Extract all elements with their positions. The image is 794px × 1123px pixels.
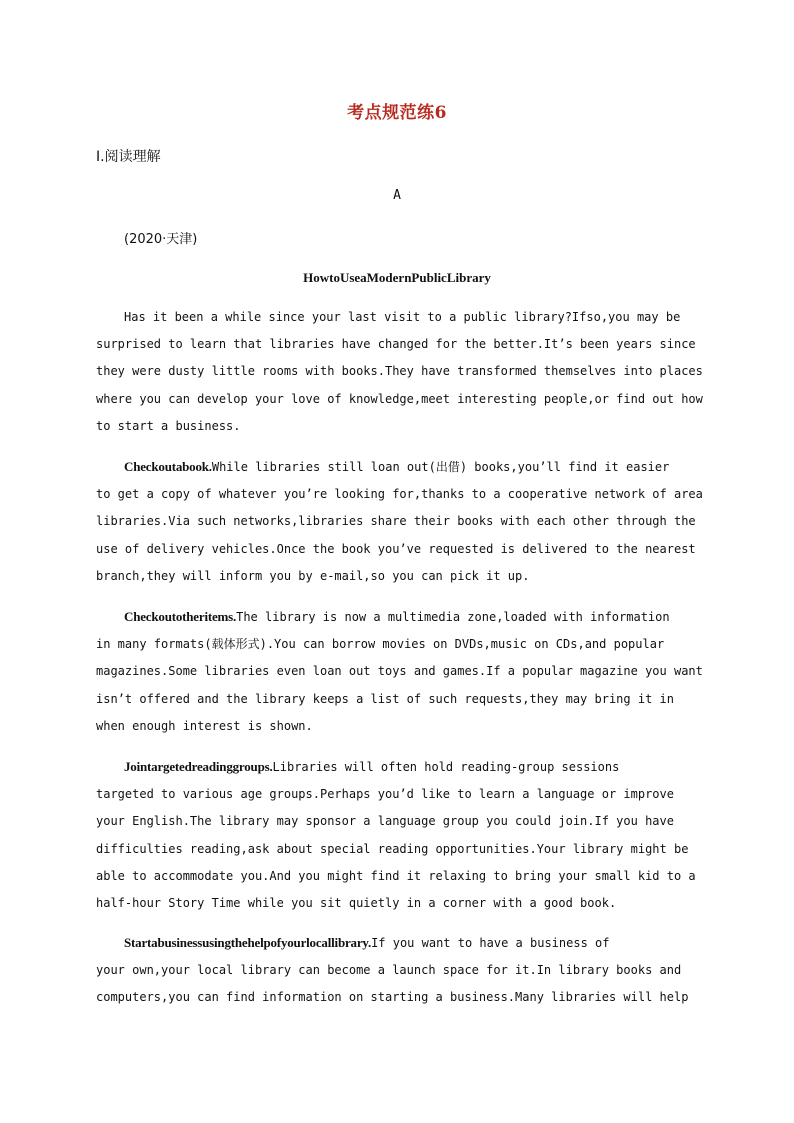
passage-source: (2020·天津)	[124, 232, 198, 247]
paragraph-line: magazines.Some libraries even loan out toys and games.If a popular magazine you want	[96, 664, 703, 679]
paragraph-line: where you can develop your love of knowledge,meet interesting people,or find out how	[96, 391, 703, 406]
paragraph-line: Has it been a while since your last visit to a public library?Ifso,you may be	[124, 310, 681, 324]
paragraph-line: While libraries still loan out(出借) books,you’ll find it easier	[211, 460, 670, 474]
passage-title: HowtoUseaModernPublicLibrary	[303, 270, 491, 285]
paragraph-line: isn’t offered and the library keeps a list of such requests,they may bring it in	[96, 691, 674, 706]
paragraph-line: in many formats(载体形式).You can borrow movies on DVDs,music on CDs,and popular	[96, 637, 665, 652]
paragraph-line: Libraries will often hold reading-group sessions	[272, 760, 620, 774]
paragraph-line: computers,you can find information on starting a business.Many libraries will help	[96, 990, 689, 1005]
paragraph-line: use of delivery vehicles.Once the book you’ve requested is delivered to the nearest	[96, 541, 696, 556]
paragraph-line: The library is now a multimedia zone,loaded with information	[236, 610, 670, 624]
paragraph-lead: Jointargetedreadinggroups.	[124, 759, 273, 774]
paragraph-lead: Checkoutabook.	[124, 459, 212, 474]
paragraph-line: If you want to have a business of	[371, 936, 610, 950]
paragraph-line: branch,they will inform you by e-mail,so you can pick it up.	[96, 568, 530, 583]
passage-letter: A	[393, 188, 401, 203]
paragraph-line: libraries.Via such networks,libraries share their books with each other through the	[96, 514, 696, 529]
paragraph-3	[96, 603, 703, 740]
paragraph-5	[96, 929, 696, 1012]
paragraph-1	[96, 304, 703, 440]
paragraph-lead: Startabusinessusingthehelpofyourlocallibrary.	[124, 935, 372, 950]
paragraph-line: to get a copy of whatever you’re looking for,thanks to a cooperative network of area	[96, 487, 703, 502]
paragraph-line: to start a business.	[96, 418, 241, 433]
paragraph-line: they were dusty little rooms with books.They have transformed themselves into places	[96, 364, 703, 379]
paragraph-line: able to accommodate you.And you might find it relaxing to bring your small kid to a	[96, 868, 696, 883]
page-title: 考点规范练6	[347, 103, 447, 123]
paragraph-line: surprised to learn that libraries have changed for the better.It’s been years since	[96, 337, 696, 352]
paragraph-line: half-hour Story Time while you sit quietly in a corner with a good book.	[96, 896, 617, 911]
paragraph-lead: Checkoutotheritems.	[124, 609, 237, 624]
paragraph-first-line	[96, 603, 696, 631]
paragraph-2	[96, 453, 703, 590]
paragraph-4	[96, 753, 696, 917]
paragraph-line: difficulties reading,ask about special reading opportunities.Your library might be	[96, 841, 689, 856]
paragraph-line: targeted to various age groups.Perhaps you’d like to learn a language or improve	[96, 787, 674, 802]
paragraph-first-line	[96, 453, 696, 481]
paragraph-first-line	[96, 929, 696, 957]
paragraph-line: when enough interest is shown.	[96, 718, 313, 733]
paragraph-line: your own,your local library can become a launch space for it.In library books and	[96, 963, 682, 978]
section-heading: Ⅰ.阅读理解	[96, 149, 161, 165]
paragraph-line: your English.The library may sponsor a language group you could join.If you have	[96, 814, 674, 829]
paragraph-first-line	[96, 753, 696, 781]
